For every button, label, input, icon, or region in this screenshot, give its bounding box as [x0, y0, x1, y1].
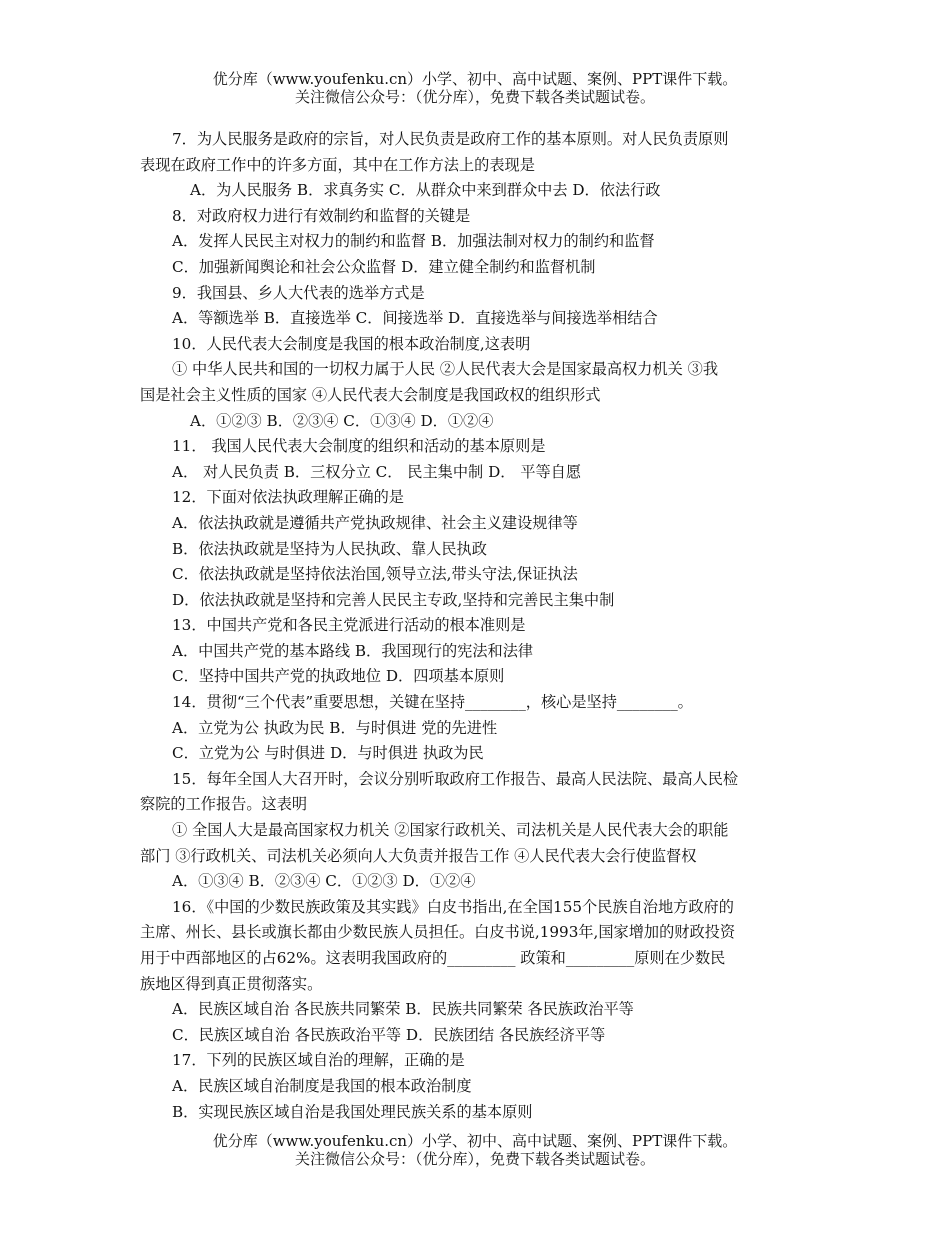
question-17-option-b: B．实现民族区域自治是我国处理民族关系的基本原则 [172, 1102, 533, 1121]
question-7-stem-cont: 表现在政府工作中的许多方面，其中在工作方法上的表现是 [140, 155, 535, 174]
question-15-statements: ① 全国人大是最高国家权力机关 ②国家行政机关、司法机关是人民代表大会的职能 [172, 821, 729, 840]
header-line-2: 关注微信公众号：（优分库），免费下载各类试题试卷。 [294, 88, 655, 106]
document-body [140, 127, 820, 1125]
question-15-stem: 15．每年全国人大召开时，会议分别听取政府工作报告、最高人民法院、最高人民检 [172, 769, 739, 788]
question-13-stem: 13．中国共产党和各民主党派进行活动的根本准则是 [172, 616, 526, 635]
question-9-stem: 9．我国县、乡人大代表的选举方式是 [172, 283, 425, 302]
question-10-options: A．①②③ B．②③④ C．①③④ D．①②④ [190, 411, 494, 430]
question-15-statements-cont: 部门 ③行政机关、司法机关必须向人大负责并报告工作 ④人民代表大会行使监督权 [140, 846, 697, 865]
question-10-statements: ① 中华人民共和国的一切权力属于人民 ②人民代表大会是国家最高权力机关 ③我 [172, 360, 719, 379]
header-line-1: 优分库（www.youfenku.cn）小学、初中、高中试题、案例、PPT课件下载。 [212, 70, 738, 88]
question-16-stem: 16．《中国的少数民族政策及其实践》白皮书指出,在全国155个民族自治地方政府的 [172, 897, 734, 916]
question-8-stem: 8．对政府权力进行有效制约和监督的关键是 [172, 206, 471, 225]
page-header [0, 70, 950, 106]
question-16-stem-cont-3: 族地区得到真正贯彻落实。 [140, 974, 323, 993]
page-footer [0, 1132, 950, 1168]
question-8-options-ab: A．发挥人民民主对权力的制约和监督 B．加强法制对权力的制约和监督 [172, 232, 655, 251]
question-16-options-ab: A．民族区域自治 各民族共同繁荣 B．民族共同繁荣 各民族政治平等 [172, 1000, 634, 1019]
question-7-options: A．为人民服务 B．求真务实 C．从群众中来到群众中去 D．依法行政 [190, 181, 661, 200]
footer-line-1: 优分库（www.youfenku.cn）小学、初中、高中试题、案例、PPT课件下载。 [212, 1132, 738, 1150]
question-10-stem: 10．人民代表大会制度是我国的根本政治制度,这表明 [172, 334, 531, 353]
question-10-statements-cont: 国是社会主义性质的国家 ④人民代表大会制度是我国政权的组织形式 [140, 385, 601, 404]
question-12-option-b: B．依法执政就是坚持为人民执政、靠人民执政 [172, 539, 487, 558]
question-14-stem: 14．贯彻“三个代表”重要思想，关键在坚持________，核心是坚持________。 [172, 693, 693, 712]
question-13-options-ab: A．中国共产党的基本路线 B．我国现行的宪法和法律 [172, 641, 534, 660]
question-11-stem: 11． 我国人民代表大会制度的组织和活动的基本原则是 [172, 437, 546, 456]
question-16-stem-cont-2: 用于中西部地区的占62%。这表明我国政府的_________ 政策和_________原则在少数民 [140, 949, 726, 967]
question-14-options-ab: A．立党为公 执政为民 B．与时俱进 党的先进性 [172, 718, 498, 737]
question-17-option-a: A．民族区域自治制度是我国的根本政治制度 [172, 1076, 472, 1095]
question-8-options-cd: C．加强新闻舆论和社会公众监督 D．建立健全制约和监督机制 [172, 257, 596, 276]
question-15-stem-cont: 察院的工作报告。这表明 [140, 795, 308, 814]
question-16-stem-cont-1: 主席、州长、县长或旗长都由少数民族人员担任。白皮书说,1993年,国家增加的财政投资 [140, 923, 736, 942]
question-12-stem: 12．下面对依法执政理解正确的是 [172, 488, 404, 507]
question-17-stem: 17．下列的民族区域自治的理解，正确的是 [172, 1051, 465, 1070]
question-11-options: A． 对人民负责 B．三权分立 C． 民主集中制 D． 平等自愿 [172, 462, 582, 481]
question-15-options: A．①③④ B．②③④ C．①②③ D．①②④ [172, 872, 476, 891]
question-7-stem: 7．为人民服务是政府的宗旨，对人民负责是政府工作的基本原则。对人民负责原则 [172, 130, 729, 148]
question-9-options: A．等额选举 B．直接选举 C．间接选举 D．直接选举与间接选举相结合 [172, 309, 658, 328]
question-12-option-c: C．依法执政就是坚持依法治国,领导立法,带头守法,保证执法 [172, 565, 578, 584]
question-12-option-d: D．依法执政就是坚持和完善人民民主专政,坚持和完善民主集中制 [172, 590, 615, 609]
question-13-options-cd: C．坚持中国共产党的执政地位 D．四项基本原则 [172, 667, 505, 686]
question-12-option-a: A．依法执政就是遵循共产党执政规律、社会主义建设规律等 [172, 513, 578, 532]
question-14-options-cd: C．立党为公 与时俱进 D．与时俱进 执政为民 [172, 744, 484, 763]
question-16-options-cd: C．民族区域自治 各民族政治平等 D．民族团结 各民族经济平等 [172, 1025, 606, 1044]
footer-line-2: 关注微信公众号：（优分库），免费下载各类试题试卷。 [294, 1150, 655, 1168]
